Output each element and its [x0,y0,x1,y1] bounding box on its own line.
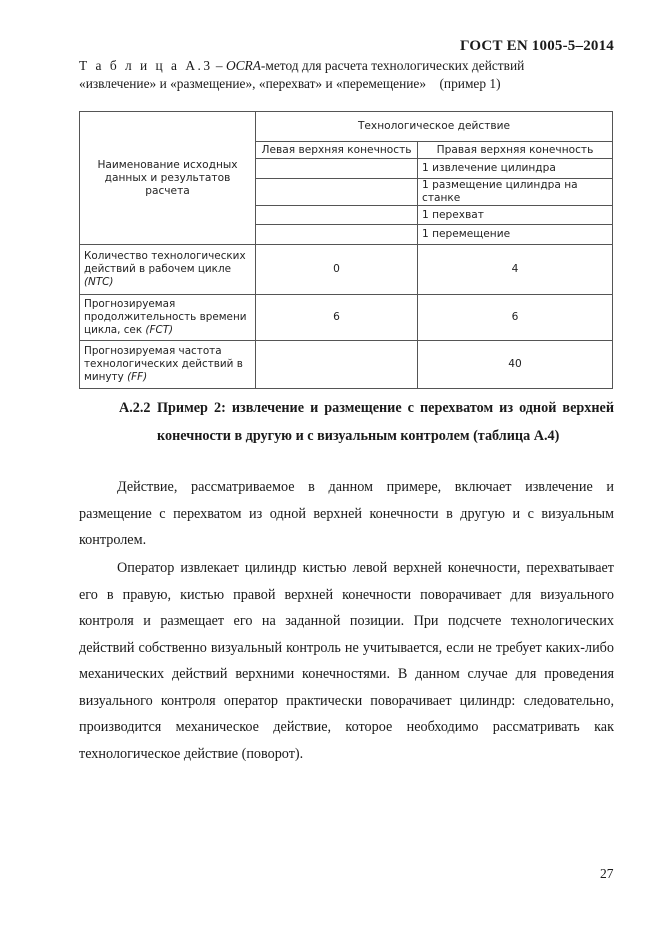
caption-method: OCRA [225,58,261,73]
col-name-header: Наименование исходных данных и результатов расчета [80,112,256,245]
caption-line-2: «извлечение» и «размещение», «перехват» и «перемещение» (пример 1) [79,76,501,91]
fct-left-value: 6 [256,295,418,341]
section-number: А.2.2 [119,400,151,416]
caption-line-1 [79,57,619,75]
caption-dash: – [212,58,226,73]
section-heading [119,394,614,450]
ntc-right-value: 4 [418,245,613,295]
ocra-table [79,111,613,389]
table-row [80,341,613,389]
table-row [80,295,613,341]
right-action-2: 1 размещение цилиндра на станке [418,179,613,206]
caption-label: Т а б л и ц а А.3 [79,58,213,73]
fct-right-value: 6 [418,295,613,341]
left-empty-cell [256,179,418,206]
left-empty-cell [256,206,418,225]
left-limb-header: Левая верхняя конечность [256,142,418,159]
section-title: Пример 2: извлечение и размещение с перехватом из одной верхней конечности в другую и с визуальным контролем (таблица А.4) [157,400,614,444]
row-label-fct: Прогнозируемая продолжительность времени цикла, сек (FCT) [80,295,256,341]
ntc-left-value: 0 [256,245,418,295]
row-label-ntc: Количество технологических действий в рабочем цикле (NTC) [80,245,256,295]
row-label-ff: Прогнозируемая частота технологических действий в минуту (FF) [80,341,256,389]
right-action-1: 1 извлечение цилиндра [418,159,613,179]
left-empty-cell [256,225,418,245]
table-caption [79,57,619,93]
left-empty-cell [256,159,418,179]
paragraph-2: Оператор извлекает цилиндр кистью левой верхней конечности, перехватывает его в правую, кистью правой верхней конечности поворачивает для визуального контроля и размещает его на заданной позиции. При подсчете технологических действий собственно визуальный контроль не учитывается, если не требует каких-либо механических действий верхними конечностями. В данном случае для проведения визуального контроля оператор практически поворачивает цилиндр: следовательно, производится механическое действие, которое необходимо рассматривать как технологическое действие (поворот). [79,560,614,762]
paragraph-1: Действие, рассматриваемое в данном примере, включает извлечение и размещение с перехватом из одной верхней конечности в другую и с визуальным контролем. [79,479,614,548]
right-action-3: 1 перехват [418,206,613,225]
document-code: ГОСТ EN 1005-5–2014 [460,38,614,54]
ff-right-value: 40 [418,341,613,389]
right-action-4: 1 перемещение [418,225,613,245]
table-row [80,245,613,295]
caption-line1-rest: -метод для расчета технологических действий [260,58,525,73]
group-header: Технологическое действие [256,112,613,142]
right-limb-header: Правая верхняя конечность [418,142,613,159]
ff-left-value [256,341,418,389]
page-number: 27 [600,866,614,881]
